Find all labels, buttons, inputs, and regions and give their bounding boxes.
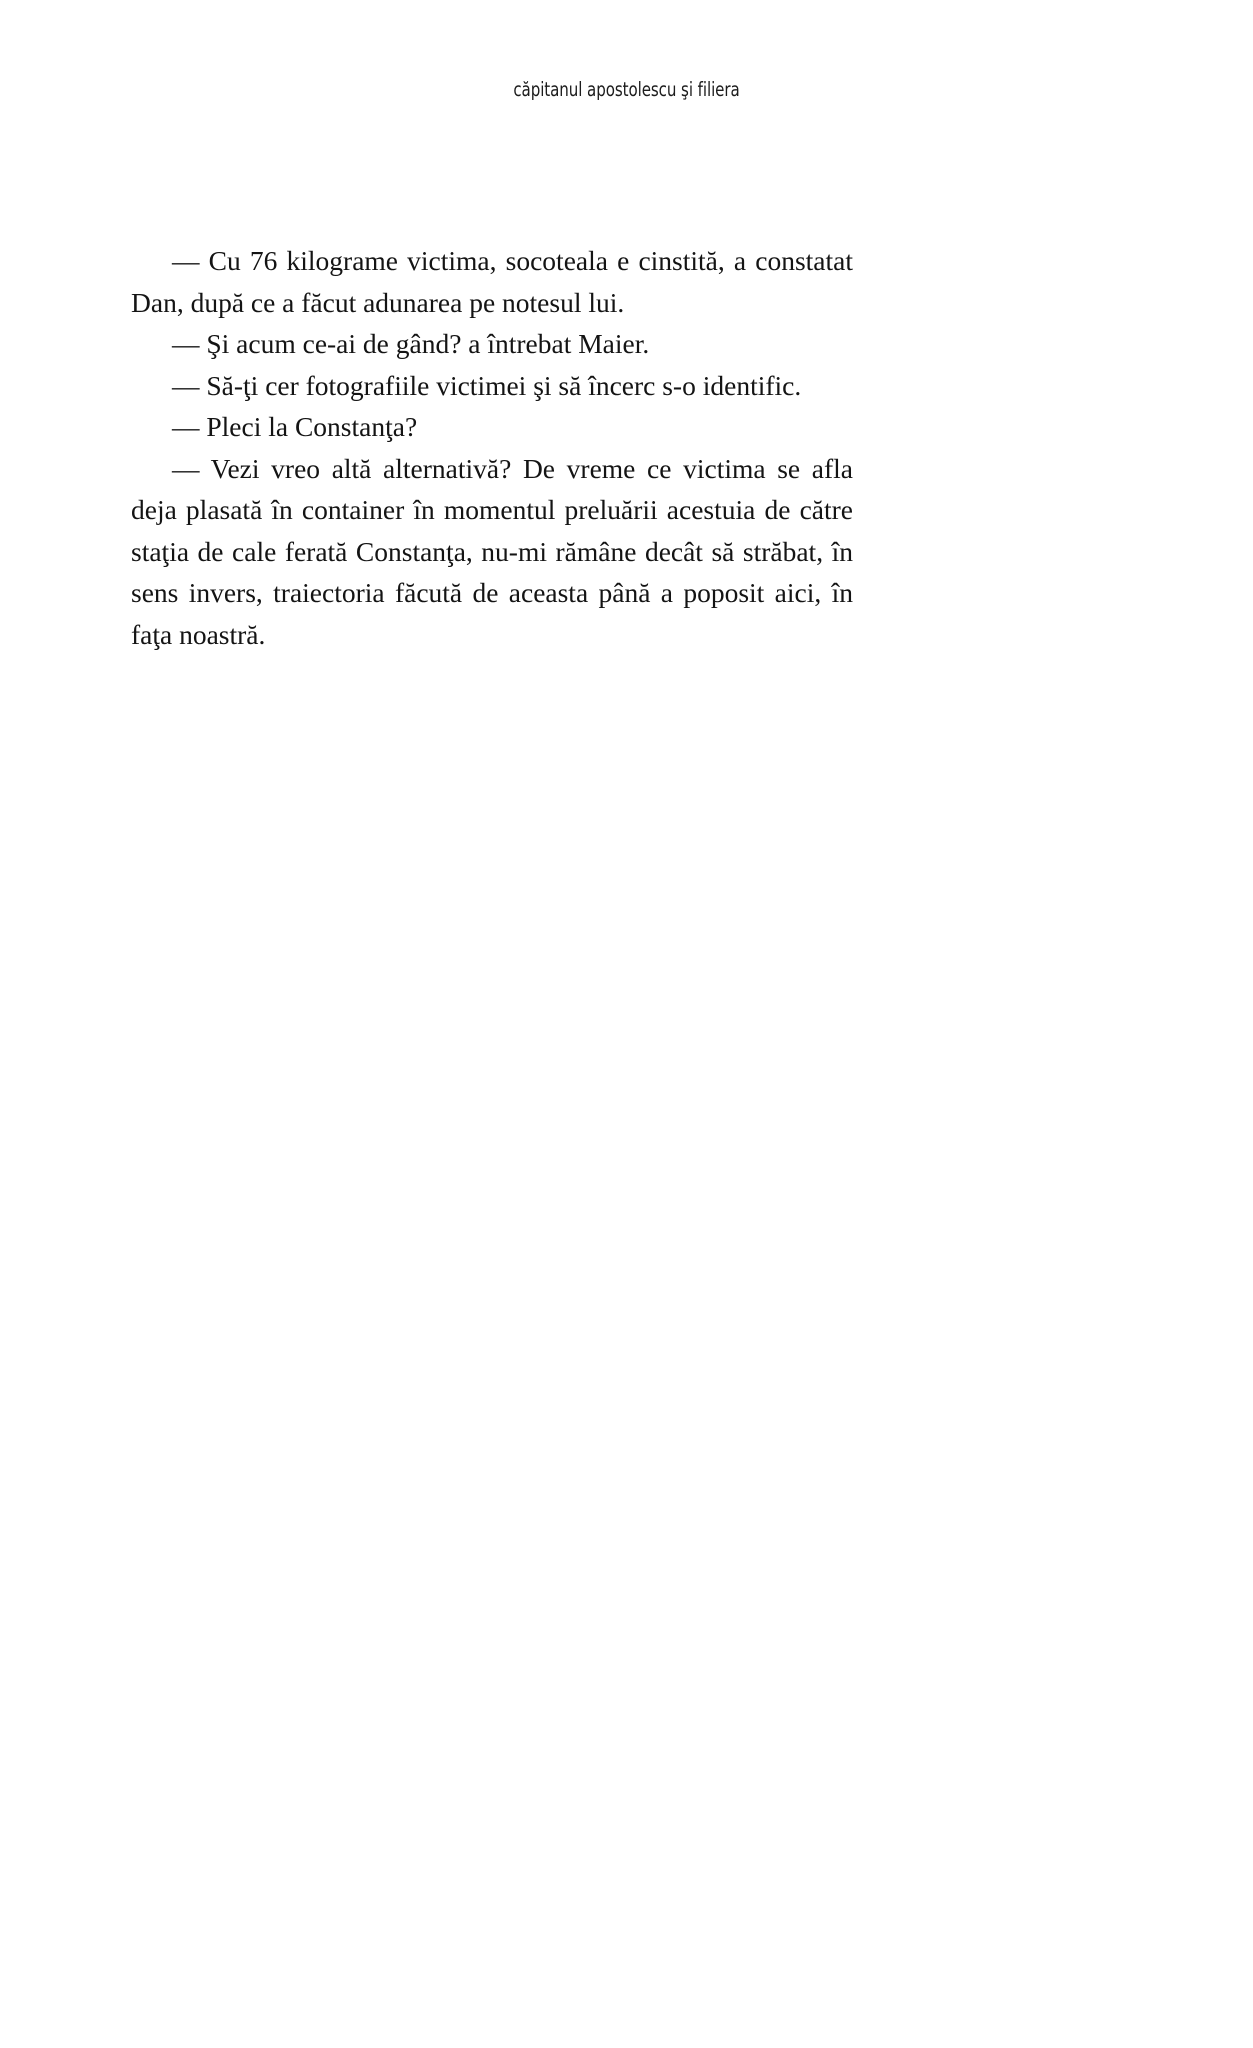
body-text-block — [131, 240, 853, 655]
paragraph-dialogue-2: — Şi acum ce-ai de gând? a întrebat Maier. — [172, 328, 650, 359]
paragraph-dialogue-5: — Vezi vreo altă alternativă? De vreme ce victima se afla deja plasată în container în momentul preluării acestuia de către staţia de cale ferată Constanţa, nu-mi rămâne decât să străbat, în sens invers, traiectoria făcută de aceasta până a poposit aici, în faţa noastră. — [131, 452, 853, 650]
paragraph-dialogue-1: — Cu 76 kilograme victima, socoteala e cinstită, a constatat Dan, după ce a făcut adunarea pe notesul lui. — [131, 245, 853, 318]
running-head: căpitanul apostolescu şi filiera — [513, 78, 740, 101]
paragraph-dialogue-3: — Să-ţi cer fotografiile victimei şi să încerc s-o identific. — [172, 369, 802, 401]
paragraph-dialogue-4: — Pleci la Constanţa? — [172, 411, 418, 442]
